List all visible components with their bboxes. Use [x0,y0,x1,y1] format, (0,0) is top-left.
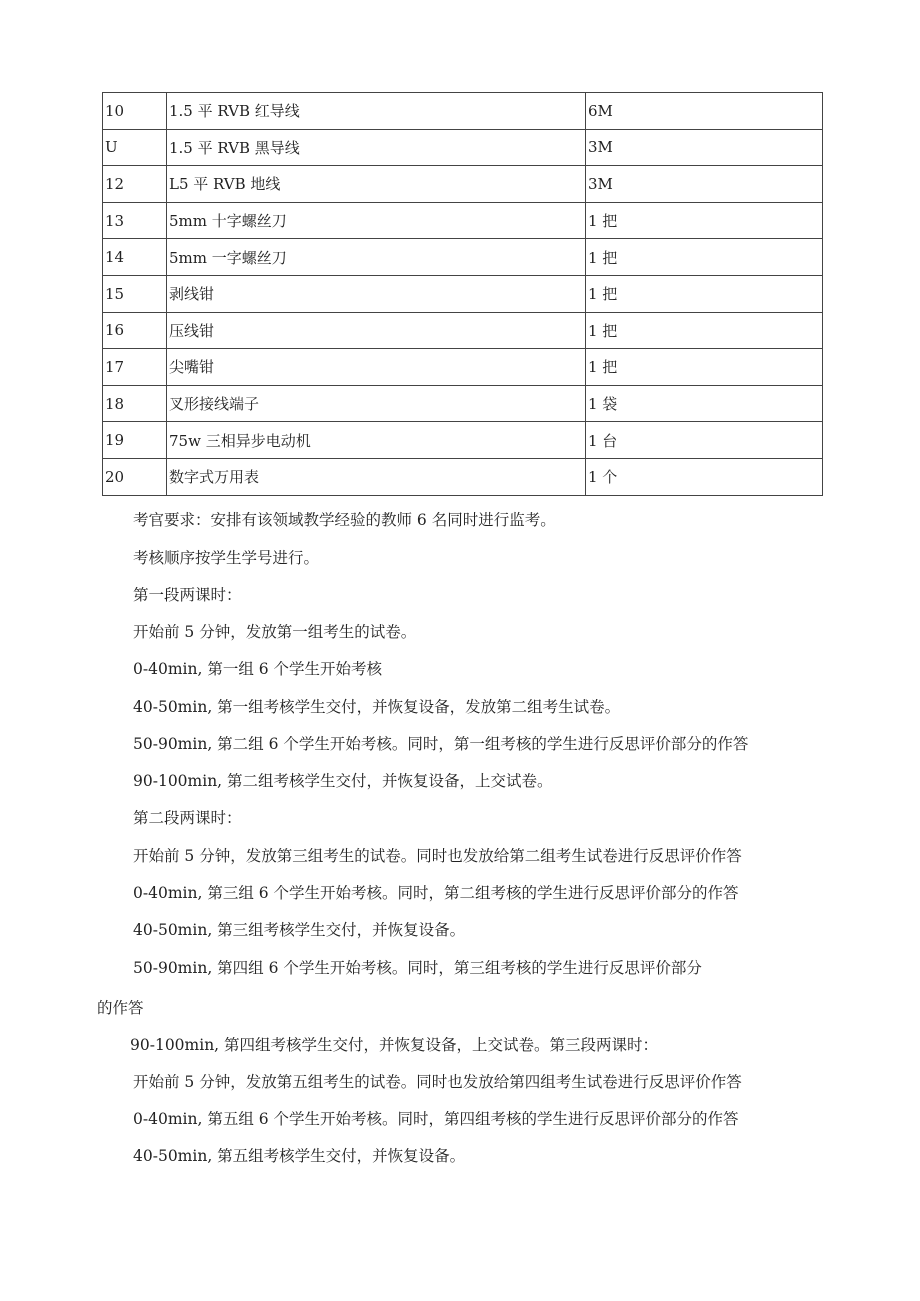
paragraph: 0-40min, 第五组 6 个学生开始考核。同时，第四组考核的学生进行反思评价部分的作答 [133,1110,739,1128]
paragraph: 50-90min, 第二组 6 个学生开始考核。同时，第一组考核的学生进行反思评价部分的作答 [133,735,749,753]
item-number-cell: 14 [103,239,167,276]
item-quantity-cell: 1 袋 [586,385,823,422]
item-name-cell: 1.5 平 RVB 黑导线 [167,129,586,166]
item-quantity-cell: 1 把 [586,239,823,276]
table-row [103,202,823,239]
item-name-cell: L5 平 RVB 地线 [167,166,586,203]
table-row [103,275,823,312]
paragraph-examiner-requirement: 考官要求：安排有该领域教学经验的教师 6 名同时进行监考。 [133,511,556,529]
item-name-cell: 叉形接线端子 [167,385,586,422]
item-number-cell: 18 [103,385,167,422]
table-row [103,129,823,166]
paragraph: 开始前 5 分钟，发放第三组考生的试卷。同时也发放给第二组考生试卷进行反思评价作答 [133,847,742,865]
item-quantity-cell: 3M [586,166,823,203]
item-quantity-cell: 6M [586,93,823,130]
table-row [103,312,823,349]
item-number-cell: 15 [103,275,167,312]
paragraph-continuation: 的作答 [97,999,144,1017]
item-name-cell: 数字式万用表 [167,458,586,495]
item-name-cell: 75w 三相异步电动机 [167,422,586,459]
item-name-cell: 5mm 一字螺丝刀 [167,239,586,276]
paragraph: 0-40min, 第一组 6 个学生开始考核 [133,660,383,678]
item-quantity-cell: 1 把 [586,202,823,239]
item-name-cell: 1.5 平 RVB 红导线 [167,93,586,130]
item-name-cell: 5mm 十字螺丝刀 [167,202,586,239]
paragraph: 40-50min, 第一组考核学生交付，并恢复设备，发放第二组考生试卷。 [133,698,621,716]
paragraph-session-1-heading: 第一段两课时： [133,586,242,604]
item-quantity-cell: 1 个 [586,458,823,495]
paragraph: 开始前 5 分钟，发放第一组考生的试卷。 [133,623,417,641]
paragraph: 50-90min, 第四组 6 个学生开始考核。同时，第三组考核的学生进行反思评价部分 [133,959,702,977]
item-name-cell: 尖嘴钳 [167,349,586,386]
item-number-cell: 17 [103,349,167,386]
table-row [103,422,823,459]
equipment-table [102,92,823,496]
item-number-cell: 19 [103,422,167,459]
paragraph: 开始前 5 分钟，发放第五组考生的试卷。同时也发放给第四组考生试卷进行反思评价作答 [133,1073,742,1091]
item-number-cell: 10 [103,93,167,130]
table-row [103,166,823,203]
table-row [103,349,823,386]
table-row [103,385,823,422]
table-row [103,458,823,495]
table-row [103,93,823,130]
item-quantity-cell: 1 把 [586,349,823,386]
item-number-cell: U [103,129,167,166]
item-quantity-cell: 1 把 [586,275,823,312]
item-quantity-cell: 3M [586,129,823,166]
paragraph-session-2-heading: 第二段两课时： [133,809,242,827]
item-number-cell: 16 [103,312,167,349]
equipment-table-body [103,93,823,496]
paragraph: 40-50min, 第三组考核学生交付，并恢复设备。 [133,921,466,939]
item-number-cell: 12 [103,166,167,203]
item-number-cell: 20 [103,458,167,495]
paragraph: 0-40min, 第三组 6 个学生开始考核。同时，第二组考核的学生进行反思评价部分的作答 [133,884,739,902]
paragraph: 90-100min, 第二组考核学生交付，并恢复设备，上交试卷。 [133,772,553,790]
item-name-cell: 压线钳 [167,312,586,349]
item-name-cell: 剥线钳 [167,275,586,312]
paragraph-order: 考核顺序按学生学号进行。 [133,549,320,567]
paragraph: 40-50min, 第五组考核学生交付，并恢复设备。 [133,1147,466,1165]
item-number-cell: 13 [103,202,167,239]
item-quantity-cell: 1 台 [586,422,823,459]
paragraph: 90-100min, 第四组考核学生交付，并恢复设备，上交试卷。第三段两课时： [130,1036,659,1054]
item-quantity-cell: 1 把 [586,312,823,349]
table-row [103,239,823,276]
